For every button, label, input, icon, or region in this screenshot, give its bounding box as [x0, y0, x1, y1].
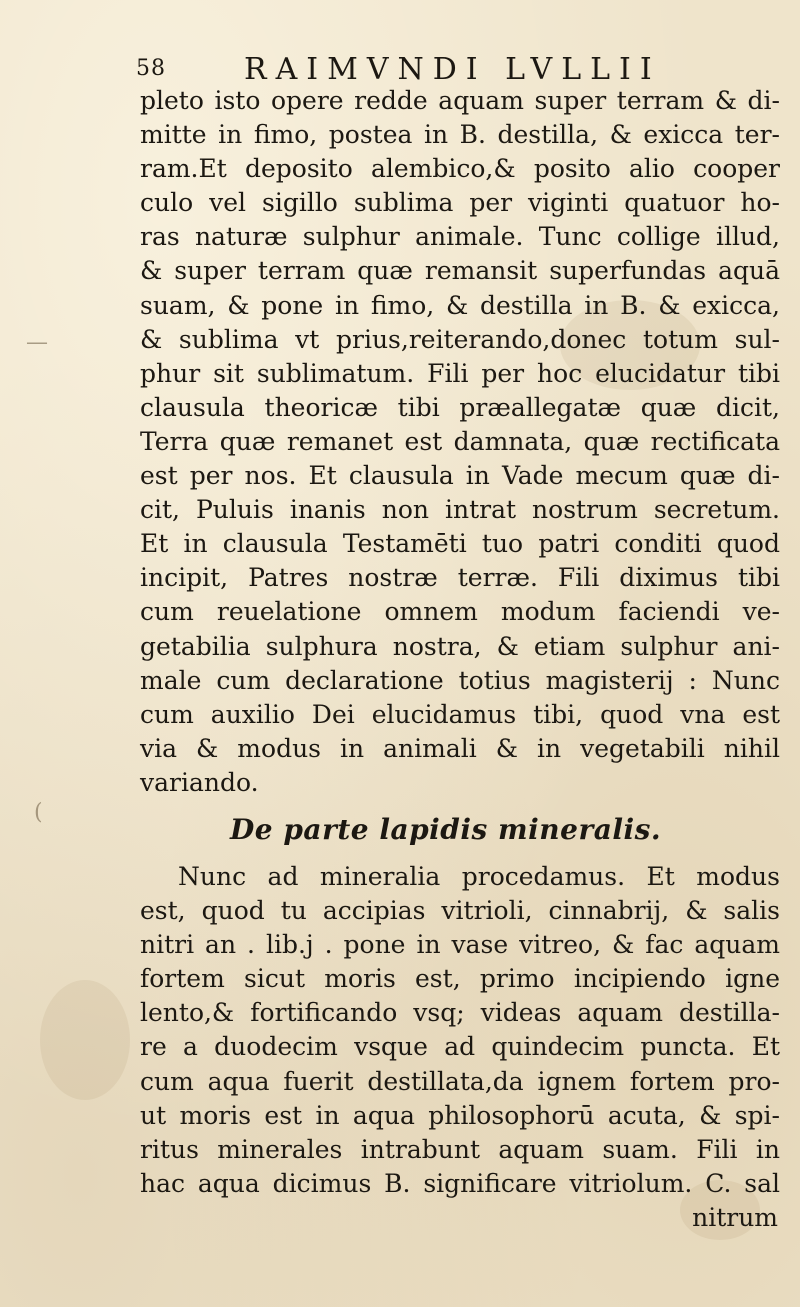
- text-line: lento,& fortificando vsq; videas aquam destilla-: [140, 998, 780, 1028]
- text-line: hac aqua dicimus B. significare vitriolum. C. sal: [140, 1168, 780, 1198]
- page-header: [136, 52, 661, 88]
- text-line: mitte in fimo, postea in B. destilla, & exicca ter-: [140, 120, 780, 150]
- running-title: RAIMVNDI LVLLII: [244, 52, 661, 87]
- main-text: [140, 84, 780, 1235]
- text-line: & super terram quæ remansit superfundas aquā: [140, 256, 780, 286]
- text-line: cum reuelatione omnem modum faciendi ve-: [140, 597, 780, 627]
- text-line: suam, & pone in fimo, & destilla in B. & exicca,: [140, 290, 780, 320]
- text-line: nitri an . lib.j . pone in vase vitreo, & fac aquam: [140, 930, 780, 960]
- section-heading: De parte lapidis mineralis.: [230, 812, 662, 846]
- text-line: cum aqua fuerit destillata,da ignem fortem pro-: [140, 1066, 780, 1096]
- margin-bracket-mark: (: [34, 800, 43, 825]
- text-line: cit, Puluis inanis non intrat nostrum secretum.: [140, 495, 780, 525]
- text-line: est per nos. Et clausula in Vade mecum quæ di-: [140, 461, 780, 491]
- text-line: & sublima vt prius,reiterando,donec totum sul-: [140, 324, 780, 354]
- text-line: incipit, Patres nostræ terræ. Fili diximus tibi: [140, 563, 780, 593]
- text-line: variando.: [140, 767, 259, 797]
- text-line: ut moris est in aqua philosophorū acuta, & spi-: [140, 1100, 780, 1130]
- text-line: est, quod tu accipias vitrioli, cinnabrij, & salis: [140, 896, 780, 926]
- text-line: Nunc ad mineralia procedamus. Et modus: [178, 861, 780, 891]
- text-line: phur sit sublimatum. Fili per hoc elucidatur tibi: [140, 358, 780, 388]
- text-line: Et in clausula Testamēti tuo patri conditi quod: [140, 529, 780, 559]
- text-line: ras naturæ sulphur animale. Tunc collige illud,: [140, 222, 780, 252]
- text-line: ritus minerales intrabunt aquam suam. Fili in: [140, 1134, 780, 1164]
- text-line: re a duodecim vsque ad quindecim puncta. Et: [140, 1032, 780, 1062]
- text-line: pleto isto opere redde aquam super terram & di-: [140, 86, 780, 115]
- paper-stain: [40, 980, 130, 1100]
- text-line: Terra quæ remanet est damnata, quæ rectificata: [140, 426, 780, 456]
- text-line: culo vel sigillo sublima per viginti quatuor ho-: [140, 188, 780, 218]
- catchword: nitrum: [692, 1202, 778, 1232]
- page-number: 58: [136, 56, 166, 81]
- margin-dash-mark: —: [26, 330, 48, 355]
- text-line: male cum declaratione totius magisterij : Nunc: [140, 665, 780, 695]
- text-line: getabilia sulphura nostra, & etiam sulphur ani-: [140, 631, 780, 661]
- text-line: fortem sicut moris est, primo incipiendo igne: [140, 964, 780, 994]
- text-line: clausula theoricæ tibi præallegatæ quæ dicit,: [140, 392, 780, 422]
- text-line: cum auxilio Dei elucidamus tibi, quod vna est: [140, 699, 780, 729]
- text-line: ram.Et deposito alembico,& posito alio cooper: [140, 154, 780, 184]
- text-line: via & modus in animali & in vegetabili nihil: [140, 733, 780, 763]
